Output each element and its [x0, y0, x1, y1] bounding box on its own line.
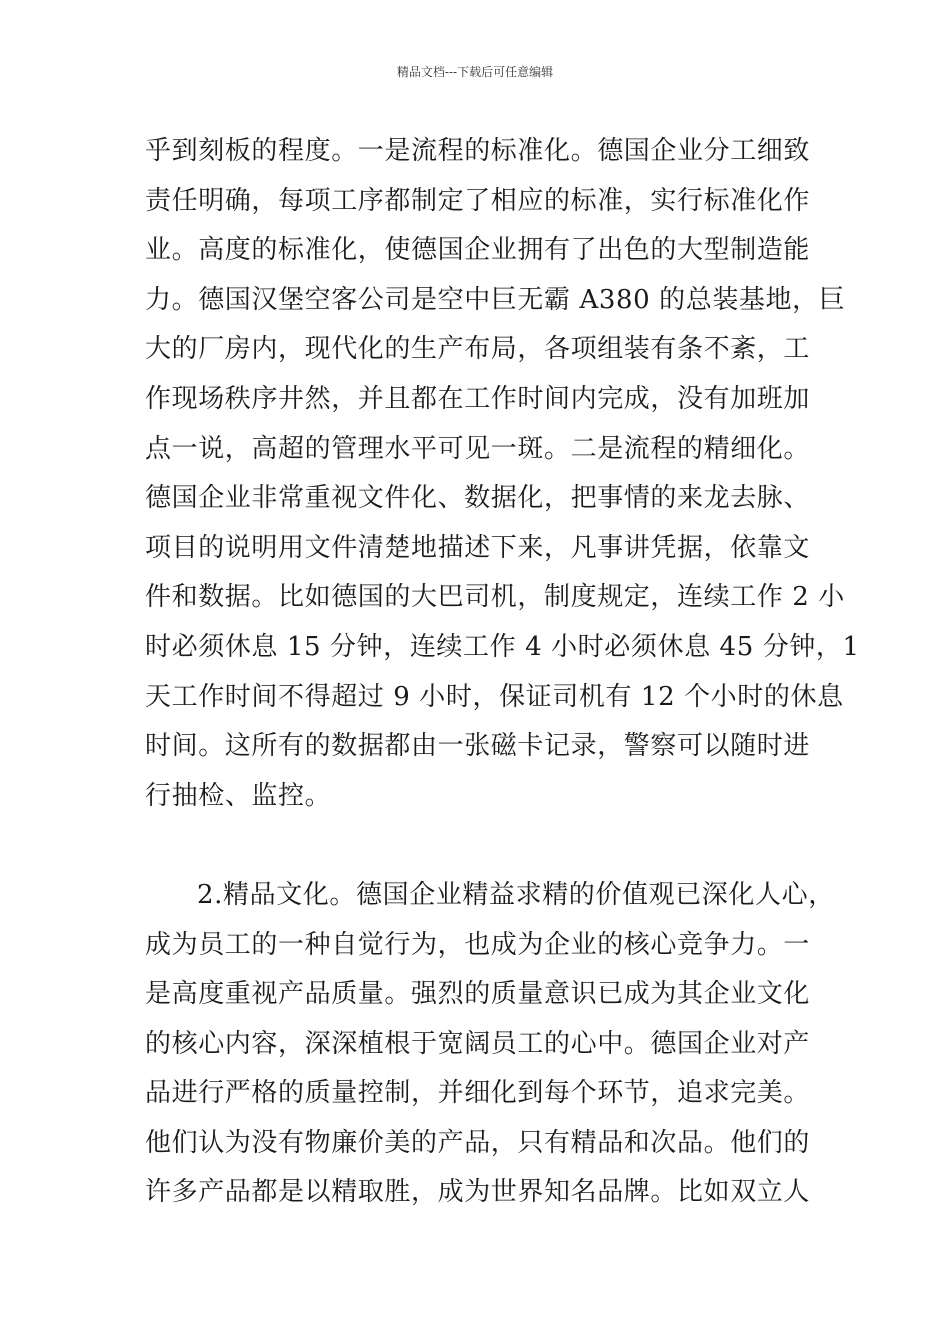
- text-line: 2.精品文化。德国企业精益求精的价值观已深化人心，: [197, 879, 835, 910]
- paragraph: [145, 127, 860, 821]
- text-line: 品进行严格的质量控制，并细化到每个环节，追求完美。: [145, 1078, 811, 1109]
- text-line: 行抽检、监控。: [145, 780, 332, 811]
- text-line: 成为员工的一种自觉行为，也成为企业的核心竞争力。一: [145, 929, 811, 960]
- page-header: 精品文档---下载后可任意编辑: [396, 65, 554, 79]
- document-body: [145, 127, 860, 1218]
- text-line: 许多产品都是以精取胜，成为世界知名品牌。比如双立人: [145, 1177, 811, 1208]
- text-line: 是高度重视产品质量。强烈的质量意识已成为其企业文化: [145, 979, 811, 1010]
- text-line: 德国企业非常重视文件化、数据化，把事情的来龙去脉、: [145, 483, 811, 514]
- text-line: 的核心内容，深深植根于宽阔员工的心中。德国企业对产: [145, 1028, 811, 1059]
- text-line: 时间。这所有的数据都由一张磁卡记录，警察可以随时进: [145, 731, 811, 762]
- text-line: 项目的说明用文件清楚地描述下来，凡事讲凭据，依靠文: [145, 532, 811, 563]
- text-line: 点一说，高超的管理水平可见一斑。二是流程的精细化。: [145, 433, 811, 464]
- text-line: 大的厂房内，现代化的生产布局，各项组装有条不紊，工: [145, 334, 811, 365]
- text-line: 责任明确，每项工序都制定了相应的标准，实行标准化作: [145, 185, 811, 216]
- text-line: 乎到刻板的程度。一是流程的标准化。德国企业分工细致: [145, 136, 811, 166]
- text-line: 件和数据。比如德国的大巴司机，制度规定，连续工作 2 小: [145, 582, 845, 613]
- paragraph: [145, 871, 835, 1218]
- paragraph-spacer: [145, 821, 815, 871]
- text-line: 作现场秩序井然，并且都在工作时间内完成，没有加班加: [145, 383, 811, 414]
- text-line: 天工作时间不得超过 9 小时，保证司机有 12 个小时的休息: [145, 681, 844, 712]
- text-line: 力。德国汉堡空客公司是空中巨无霸 A380 的总装基地，巨: [145, 284, 846, 315]
- text-line: 业。高度的标准化，使德国企业拥有了出色的大型制造能: [145, 235, 811, 266]
- text-line: 他们认为没有物廉价美的产品，只有精品和次品。他们的: [145, 1127, 811, 1158]
- text-line: 时必须休息 15 分钟，连续工作 4 小时必须休息 45 分钟，1: [145, 631, 860, 662]
